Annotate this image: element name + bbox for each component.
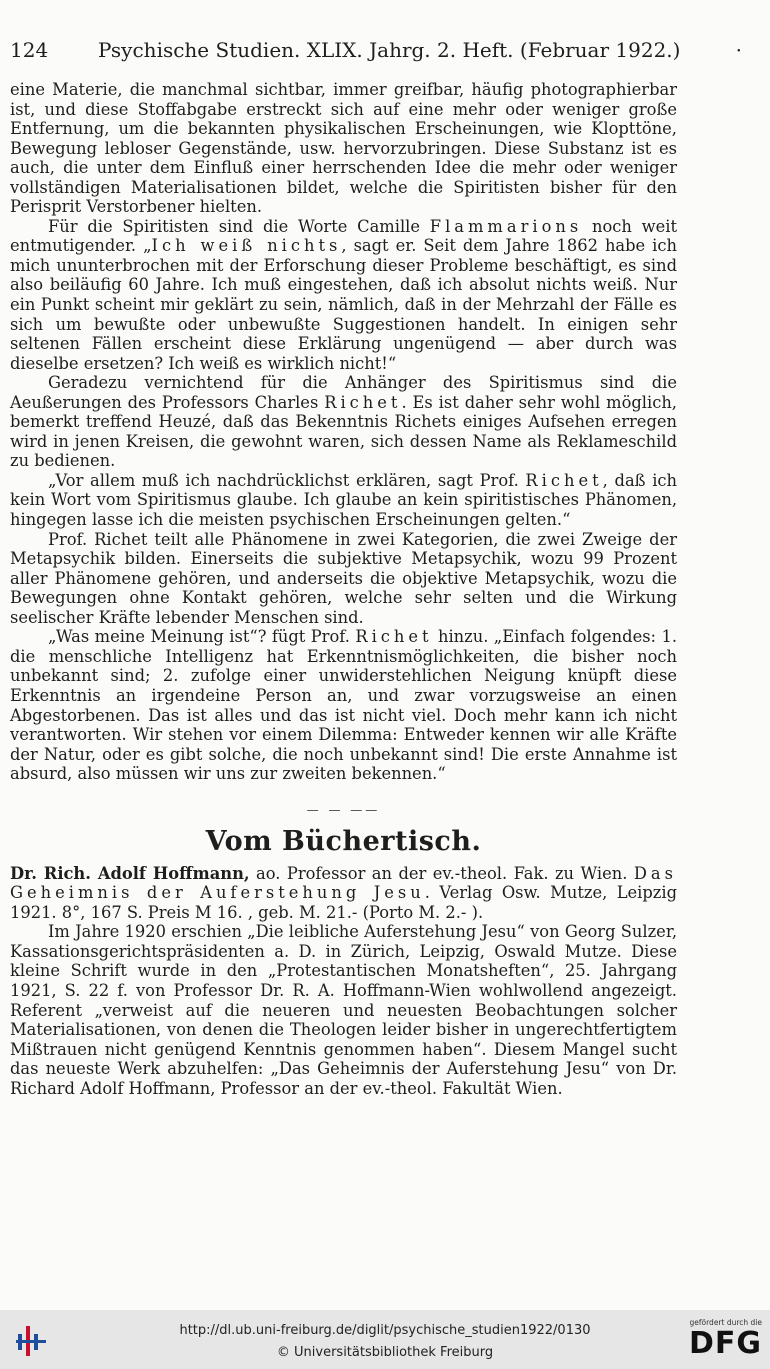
text-run: Geradezu vernichtend für die Anhänger des Spiritismus sind die Aeußerungen des Professors Charles xyxy=(10,373,677,412)
running-title: Psychische Studien. XLIX. Jahrg. 2. Heft. (Februar 1922.) xyxy=(98,38,681,62)
copyright-note: © Universitätsbibliothek Freiburg xyxy=(276,1345,494,1360)
source-url[interactable]: http://dl.ub.uni-freiburg.de/diglit/psychische_studien1922/0130 xyxy=(179,1323,591,1338)
paragraph-3 xyxy=(10,373,677,471)
book-entry xyxy=(10,864,677,923)
page-header xyxy=(10,38,742,68)
entry-author: Dr. Rich. Adolf Hoffmann, xyxy=(10,863,250,883)
footer-bar xyxy=(0,1310,770,1369)
dfg-logo xyxy=(672,1318,762,1364)
section-heading: Vom Büchertisch. xyxy=(205,825,482,857)
text-run: noch weit entmutigender. „ xyxy=(10,216,677,256)
paragraph-7: Im Jahre 1920 erschien „Die leibliche Auferstehung Jesu“ von Georg Sulzer, Kassationsgerichtspräsidenten a. D. in Zürich, Leipzig, Oswald Mutze. Diese kleine Schrift wurde in den „Protestantischen Monatsheften“, 25. Jahrgang 1921, S. 22 f. von Professor Dr. R. A. Hoffmann-Wien wohlwollend angezeigt. Referent „verweist auf die neueren und neuesten Beobachtungen solcher Materialisationen, von denen die Theologen leider bisher in ungerechtfertigtem Mißtrauen nicht genügend Kenntnis genommen haben“. Diesem Mangel sucht das neueste Werk abzuhelfen: „Das Geheimnis der Auferstehung Jesu“ von Dr. Richard Adolf Hoffmann, Professor an der ev.-theol. Fakultät Wien. xyxy=(10,922,677,1098)
paragraph-4 xyxy=(10,471,677,530)
paragraph-1: eine Materie, die manchmal sichtbar, immer greifbar, häufig photographierbar ist, und diese Stoffabgabe erstreckt sich auf eine mehr oder weniger große Entfernung, um die bekannten physikalischen Erscheinungen, wie Klopttöne, Bewegung lebloser Gegenstände, usw. hervorzubringen. Diese Substanz ist es auch, die unter dem Einfluß einer herrschenden Idee die mehr oder weniger vollständigen Materialisationen bildet, welche die Spiritisten bisher für den Perisprit Verstorbener hielten. xyxy=(10,80,677,217)
spaced-name: Flammarions xyxy=(429,216,583,236)
page-body xyxy=(10,80,677,1098)
dfg-caption: gefördert durch die xyxy=(689,1318,762,1327)
text-run: , daß ich kein Wort vom Spiritismus glaube. Ich glaube an kein spiritistisches Phänomen, hingegen lasse ich die meisten psychischen Erscheinungen gelten.“ xyxy=(10,470,678,530)
paragraph-5: Prof. Richet teilt alle Phänomene in zwei Kategorien, die zwei Zweige der Metapsychik bilden. Einerseits die subjektive Metapsychik, wozu 99 Prozent aller Phänomene gehören, und anderseits die objektive Metapsychik, wozu die Bewegungen ohne Kontakt gehören, welche sehr selten und die Wirkung seelischer Kräfte lebender Menschen sind. xyxy=(10,529,677,627)
text-run: . Es ist daher sehr wohl möglich, bemerkt treffend Heuzé, daß das Bekenntnis Richets einiges Aufsehen erregen wird in jenen Kreisen, die gewohnt waren, sich dessen Name als Reklameschild zu bedienen. xyxy=(10,392,677,471)
section-separator: — — —— xyxy=(306,802,381,817)
paragraph-6 xyxy=(10,627,677,783)
text-run: „Was meine Meinung ist“? fügt Prof. xyxy=(48,627,356,647)
text-run: , sagt er. Seit dem Jahre 1862 habe ich mich ununterbrochen mit der Erforschung dieser Probleme beschäftigt, es sind also beiläufig 60 Jahre. Ich muß eingestehen, daß ich absolut nichts weiß. Nur ein Punkt scheint mir geklärt zu sein, nämlich, daß in der Mehrzahl der Fälle es sich um bewußte oder unbewußte Suggestionen handelt. In einigen sehr seltenen Fällen erscheint diese Erklärung ungenügend — aber durch was dieselbe ersetzen? Ich weiß es wirklich nicht!“ xyxy=(10,236,677,373)
spaced-name: Richet xyxy=(355,627,433,647)
entry-title: Das Geheimnis der Auferstehung Jesu xyxy=(10,863,677,903)
page-number: 124 xyxy=(10,38,49,62)
text-run: . Verlag Osw. Mutze, Leipzig 1921. 8°, 167 S. Preis M 16. , geb. M. 21.- (Porto M. 2.- ). xyxy=(10,883,677,922)
text-run: „Vor allem muß ich nachdrücklichst erklären, sagt Prof. xyxy=(48,470,526,490)
header-mark: · xyxy=(735,38,742,62)
spaced-name: Richet xyxy=(525,470,603,490)
text-run: Für die Spiritisten sind die Worte Camille xyxy=(48,216,430,236)
spaced-quote: Ich weiß nichts xyxy=(151,236,342,256)
text-run: hinzu. „Einfach folgendes: 1. die menschliche Intelligenz hat Erkenntnismöglichkeiten, die bisher noch unbekannt sind; 2. zufolge einer unwiderstehlichen Neigung knüpft diese Erkenntnis an irgendeine Person an, und zwar vorzugsweise an einen Abgestorbenen. Das ist alles und das ist nicht viel. Doch mehr kann ich nicht verantworten. Wir stehen vor einem Dilemma: Entweder kennen wir alle Kräfte der Natur, oder es gibt solche, die noch unbekannt sind! Die erste Annahme ist absurd, also müssen wir uns zur zweiten bekennen.“ xyxy=(10,627,677,784)
spaced-name: Richet xyxy=(324,392,402,412)
dfg-wordmark: DFG xyxy=(688,1326,762,1361)
paragraph-2 xyxy=(10,217,677,373)
text-run: ao. Professor an der ev.-theol. Fak. zu Wien. xyxy=(249,863,634,883)
